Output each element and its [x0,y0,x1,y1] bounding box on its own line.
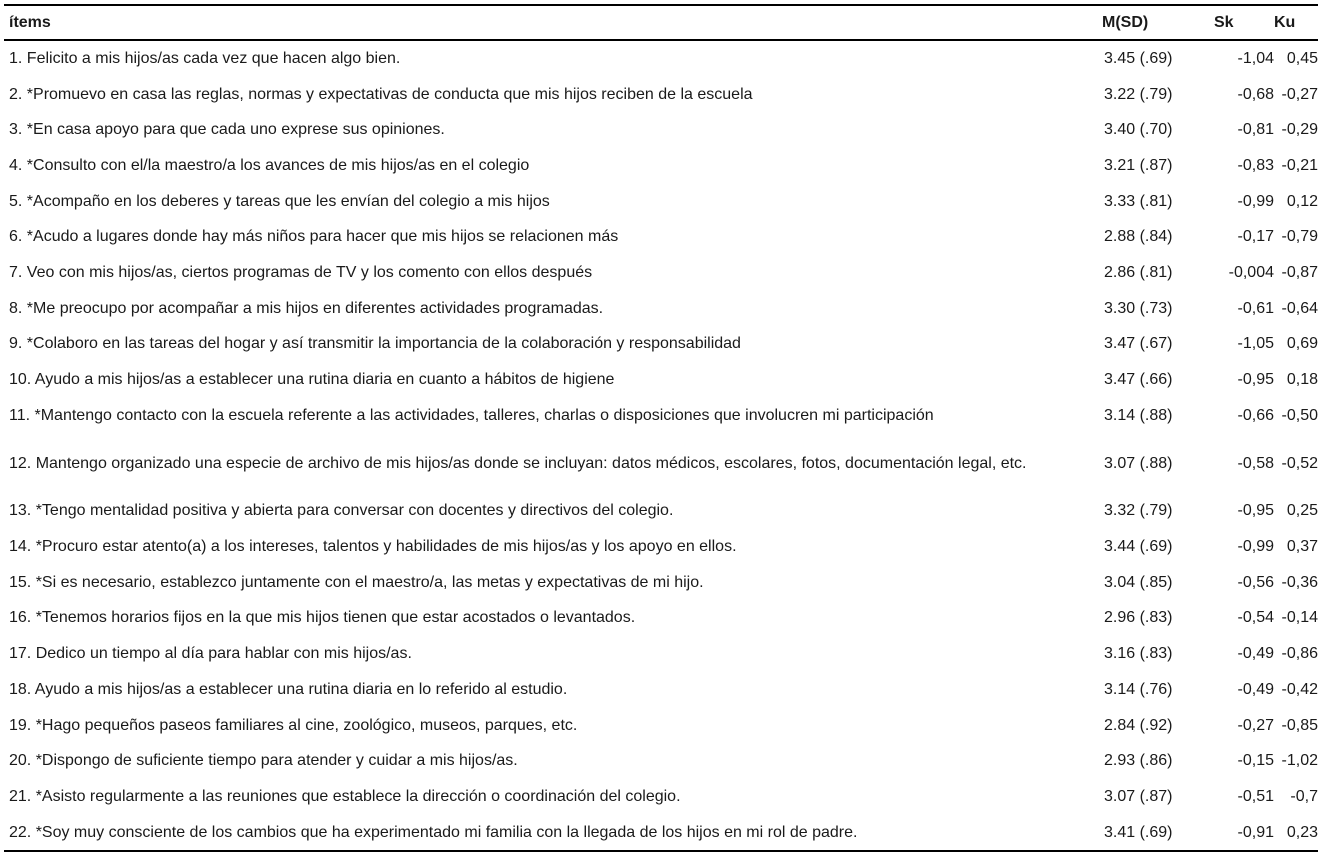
mean-sd-value: 3.07 (.87) [1104,787,1173,805]
skewness-value: -0,91 [1192,815,1274,852]
kurtosis-value: -0,87 [1281,263,1318,281]
header-items: ítems [4,5,1094,40]
skewness-value: -0,15 [1237,752,1274,770]
kurtosis-value: 0,69 [1286,335,1318,353]
kurtosis-value: -0,27 [1281,85,1318,103]
skewness-value: -0,49 [1237,645,1274,663]
mean-sd-value: 3.44 (.69) [1104,538,1173,556]
header-row [4,5,1318,40]
table-row [4,529,1318,565]
table-row [4,184,1318,220]
table-body [4,40,1318,851]
mean-sd-value: 3.16 (.83) [1104,645,1173,663]
skewness-value: -0,95 [1237,502,1274,520]
table-row [4,255,1318,291]
table-row [4,601,1318,637]
table-row [4,398,1318,434]
table-header [4,5,1318,40]
item-text: 1. Felicito a mis hijos/as cada vez que hacen algo bien. [9,49,401,67]
item-text: 11. *Mantengo contacto con la escuela referente a las actividades, talleres, charlas o disposiciones que involucren mi participación [9,406,934,424]
mean-sd-value: 2.84 (.92) [1104,716,1173,734]
kurtosis-value: -0,36 [1281,573,1318,591]
table-row [4,434,1318,494]
kurtosis-value: -0,79 [1281,228,1318,246]
skewness-value: -0,54 [1237,609,1274,627]
table-row [4,494,1318,530]
table-row [4,743,1318,779]
item-text: 22. *Soy muy consciente de los cambios que ha experimentado mi familia con la llegada de los hijos en mi rol de padre. [4,815,1094,852]
mean-sd-value: 2.96 (.83) [1104,609,1173,627]
mean-sd-value: 2.88 (.84) [1104,228,1173,246]
mean-sd-value: 2.93 (.86) [1104,752,1173,770]
skewness-value: -0,58 [1237,454,1274,472]
mean-sd-value: 3.14 (.88) [1104,406,1173,424]
table-row [4,40,1318,77]
mean-sd-value: 3.30 (.73) [1104,299,1173,317]
item-text: 14. *Procuro estar atento(a) a los intereses, talentos y habilidades de mis hijos/as y los apoyo en ellos. [9,538,737,556]
skewness-value: -0,99 [1237,192,1274,210]
kurtosis-value: -0,14 [1281,609,1318,627]
item-text: 16. *Tenemos horarios fijos en la que mis hijos tienen que estar acostados o levantados. [9,609,636,627]
skewness-value: -0,56 [1237,573,1274,591]
skewness-value: -0,51 [1237,787,1274,805]
item-text: 13. *Tengo mentalidad positiva y abierta para conversar con docentes y directivos del colegio. [9,502,674,520]
kurtosis-value: -0,64 [1281,299,1318,317]
item-text: 4. *Consulto con el/la maestro/a los avances de mis hijos/as en el colegio [9,156,530,174]
items-table [4,4,1318,852]
item-text: 20. *Dispongo de suficiente tiempo para atender y cuidar a mis hijos/as. [9,752,518,770]
kurtosis-value: -0,29 [1281,121,1318,139]
table-row [4,779,1318,815]
header-mean-sd: M(SD) [1094,5,1192,40]
table-row [4,636,1318,672]
header-kurtosis: Ku [1274,5,1318,40]
table-row [4,327,1318,363]
kurtosis-value: 0,25 [1286,502,1318,520]
table-row [4,672,1318,708]
mean-sd-value: 3.47 (.66) [1104,371,1173,389]
kurtosis-value: -0,52 [1281,454,1318,472]
skewness-value: -0,27 [1237,716,1274,734]
table-row [4,77,1318,113]
skewness-value: -0,004 [1228,263,1274,281]
item-text: 15. *Si es necesario, establezco juntamente con el maestro/a, las metas y expectativas de mi hijo. [9,573,704,591]
skewness-value: -1,04 [1237,49,1274,67]
mean-sd-value: 3.32 (.79) [1104,502,1173,520]
table-row [4,148,1318,184]
table-row [4,708,1318,744]
skewness-value: -0,81 [1237,121,1274,139]
item-text: 17. Dedico un tiempo al día para hablar con mis hijos/as. [9,645,412,663]
skewness-value: -0,95 [1237,371,1274,389]
item-text: 9. *Colaboro en las tareas del hogar y así transmitir la importancia de la colaboración y responsabilidad [9,335,741,353]
item-text: 8. *Me preocupo por acompañar a mis hijos en diferentes actividades programadas. [9,299,604,317]
kurtosis-value: 0,18 [1286,371,1318,389]
kurtosis-value: 0,45 [1286,49,1318,67]
item-text: 2. *Promuevo en casa las reglas, normas y expectativas de conducta que mis hijos reciben de la escuela [9,85,753,103]
mean-sd-value: 3.33 (.81) [1104,192,1173,210]
kurtosis-value: -0,50 [1281,406,1318,424]
mean-sd-value: 3.04 (.85) [1104,573,1173,591]
item-text: 5. *Acompaño en los deberes y tareas que les envían del colegio a mis hijos [9,192,550,210]
mean-sd-value: 3.45 (.69) [1104,49,1173,67]
table-row [4,291,1318,327]
skewness-value: -0,17 [1237,228,1274,246]
skewness-value: -0,61 [1237,299,1274,317]
item-text: 21. *Asisto regularmente a las reuniones que establece la dirección o coordinación del colegio. [9,787,681,805]
item-text: 6. *Acudo a lugares donde hay más niños para hacer que mis hijos se relacionen más [9,228,619,246]
kurtosis-value: 0,12 [1286,192,1318,210]
kurtosis-value: -0,85 [1281,716,1318,734]
item-text: 3. *En casa apoyo para que cada uno exprese sus opiniones. [9,121,445,139]
item-text: 10. Ayudo a mis hijos/as a establecer una rutina diaria en cuanto a hábitos de higiene [9,371,615,389]
table-row [4,565,1318,601]
item-text: 19. *Hago pequeños paseos familiares al cine, zoológico, museos, parques, etc. [9,716,578,734]
skewness-value: -0,99 [1237,538,1274,556]
kurtosis-value: -0,7 [1290,787,1318,805]
skewness-value: -0,83 [1237,156,1274,174]
item-text: 12. Mantengo organizado una especie de archivo de mis hijos/as donde se incluyan: datos médicos, escolares, fotos, documentación legal, etc. [9,454,1027,472]
kurtosis-value: -0,86 [1281,645,1318,663]
table-row [4,815,1318,852]
kurtosis-value: -1,02 [1281,752,1318,770]
skewness-value: -1,05 [1237,335,1274,353]
table-row [4,112,1318,148]
table-row [4,362,1318,398]
mean-sd-value: 3.14 (.76) [1104,680,1173,698]
mean-sd-value: 3.22 (.79) [1104,85,1173,103]
kurtosis-value: -0,21 [1281,156,1318,174]
item-text: 7. Veo con mis hijos/as, ciertos programas de TV y los comento con ellos después [9,263,593,281]
skewness-value: -0,66 [1237,406,1274,424]
mean-sd-value: 3.07 (.88) [1104,454,1173,472]
table-row [4,219,1318,255]
mean-sd-value: 3.41 (.69) [1094,815,1192,852]
skewness-value: -0,68 [1237,85,1274,103]
skewness-value: -0,49 [1237,680,1274,698]
items-table-container [4,4,1318,852]
kurtosis-value: 0,37 [1286,538,1318,556]
kurtosis-value: -0,42 [1281,680,1318,698]
header-skewness: Sk [1192,5,1274,40]
mean-sd-value: 2.86 (.81) [1104,263,1173,281]
kurtosis-value: 0,23 [1274,815,1318,852]
mean-sd-value: 3.21 (.87) [1104,156,1173,174]
mean-sd-value: 3.40 (.70) [1104,121,1173,139]
mean-sd-value: 3.47 (.67) [1104,335,1173,353]
item-text: 18. Ayudo a mis hijos/as a establecer una rutina diaria en lo referido al estudio. [9,680,568,698]
